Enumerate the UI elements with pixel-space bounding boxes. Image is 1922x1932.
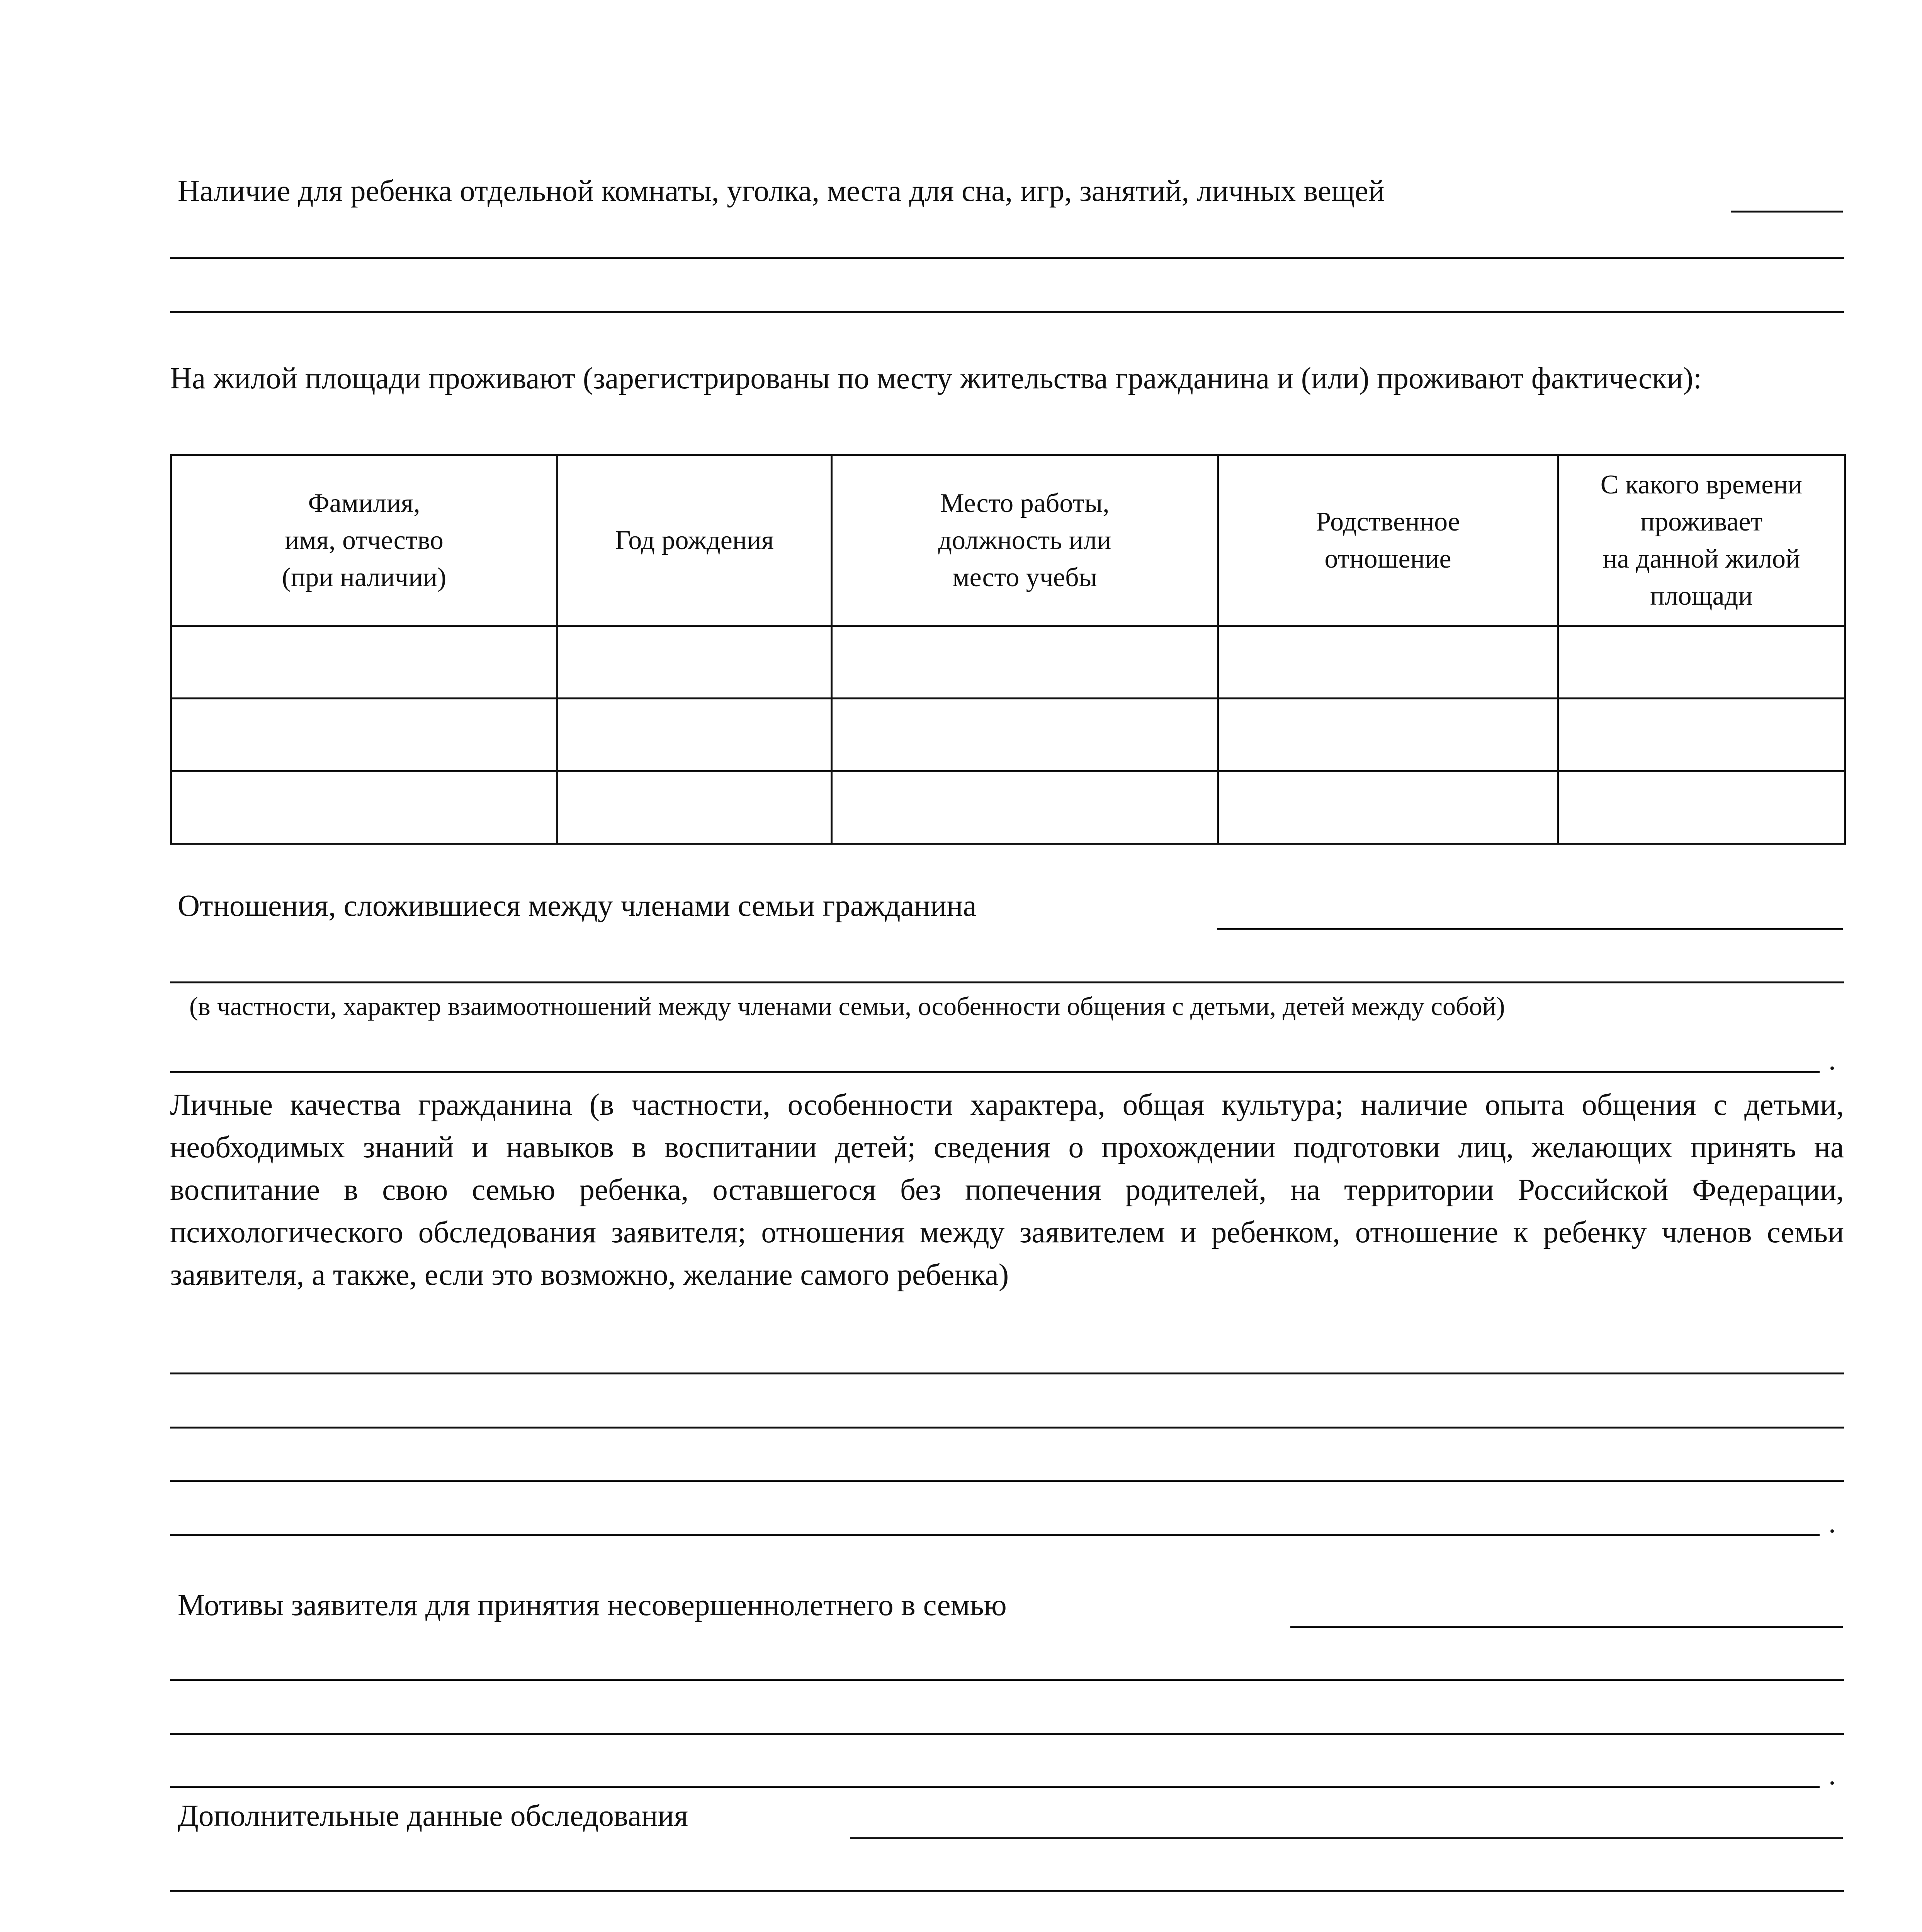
col-header-name: Фамилия, имя, отчество (при наличии) — [171, 455, 557, 626]
table-cell[interactable] — [557, 626, 832, 699]
table-cell[interactable] — [171, 626, 557, 699]
table-cell[interactable] — [1218, 626, 1558, 699]
table-cell[interactable] — [1558, 699, 1845, 771]
table-cell[interactable] — [171, 771, 557, 844]
table-cell[interactable] — [1558, 626, 1845, 699]
qualities-answer-line-4[interactable] — [170, 1534, 1820, 1536]
residents-table — [170, 454, 1846, 845]
additional-answer-line-1[interactable] — [850, 1837, 1843, 1839]
table-row — [171, 771, 1845, 844]
table-cell[interactable] — [832, 699, 1218, 771]
room-availability-label: Наличие для ребенка отдельной комнаты, уголка, места для сна, игр, занятий, личных вещей — [178, 174, 1385, 208]
table-cell[interactable] — [171, 699, 557, 771]
motives-answer-line-1[interactable] — [1290, 1626, 1843, 1628]
relations-answer-line[interactable] — [1217, 928, 1843, 930]
qualities-answer-line-2[interactable] — [170, 1427, 1844, 1429]
table-row — [171, 626, 1845, 699]
motives-answer-line-2[interactable] — [170, 1679, 1844, 1681]
relations-answer-line-3[interactable] — [170, 1071, 1820, 1073]
table-cell[interactable] — [1218, 699, 1558, 771]
motives-answer-line-4[interactable] — [170, 1786, 1820, 1788]
qualities-answer-line-3[interactable] — [170, 1480, 1844, 1482]
table-cell[interactable] — [557, 699, 832, 771]
col-header-workplace: Место работы, должность или место учебы — [832, 455, 1218, 626]
residents-table-header — [171, 455, 1845, 626]
col-header-birth-year: Год рождения — [557, 455, 832, 626]
table-row — [171, 699, 1845, 771]
room-answer-line-2[interactable] — [170, 257, 1844, 259]
motives-label: Мотивы заявителя для принятия несовершеннолетнего в семью — [178, 1588, 1007, 1622]
line-end-dot — [1830, 1781, 1834, 1785]
line-end-dot — [1830, 1066, 1834, 1070]
table-cell[interactable] — [1558, 771, 1845, 844]
room-answer-line-3[interactable] — [170, 311, 1844, 313]
col-header-since: С какого времени проживает на данной жилой площади — [1558, 455, 1845, 626]
additional-data-label: Дополнительные данные обследования — [178, 1799, 688, 1833]
table-cell[interactable] — [1218, 771, 1558, 844]
table-cell[interactable] — [832, 626, 1218, 699]
residents-intro: На жилой площади проживают (зарегистрированы по месту жительства гражданина и (или) проживают фактически): — [170, 362, 1702, 395]
line-end-dot — [1830, 1529, 1834, 1533]
personal-qualities-label: Личные качества гражданина (в частности, особенности характера, общая культура; наличие опыта общения с детьми, необходимых знаний и навыков в воспитании детей; сведения о прохождении подготовки лиц, желающих принять на воспитание в свою семью ребенка, оставшегося без попечения родителей, на территории Российской Федерации, психологического обследования заявителя; отношения между заявителем и ребенком, отношение к ребенку членов семьи заявителя, а также, если это возможно, желание самого ребенка) — [170, 1088, 1844, 1292]
relations-note: (в частности, характер взаимоотношений между членами семьи, особенности общения с детьми, детей между собой) — [189, 992, 1505, 1021]
relations-answer-line-2[interactable] — [170, 981, 1844, 983]
motives-answer-line-3[interactable] — [170, 1733, 1844, 1735]
table-cell[interactable] — [557, 771, 832, 844]
col-header-relationship: Родственное отношение — [1218, 455, 1558, 626]
table-cell[interactable] — [832, 771, 1218, 844]
qualities-answer-line-1[interactable] — [170, 1372, 1844, 1374]
room-answer-line[interactable] — [1731, 211, 1843, 213]
additional-answer-line-2[interactable] — [170, 1890, 1844, 1892]
relations-label: Отношения, сложившиеся между членами семьи гражданина — [178, 889, 977, 923]
